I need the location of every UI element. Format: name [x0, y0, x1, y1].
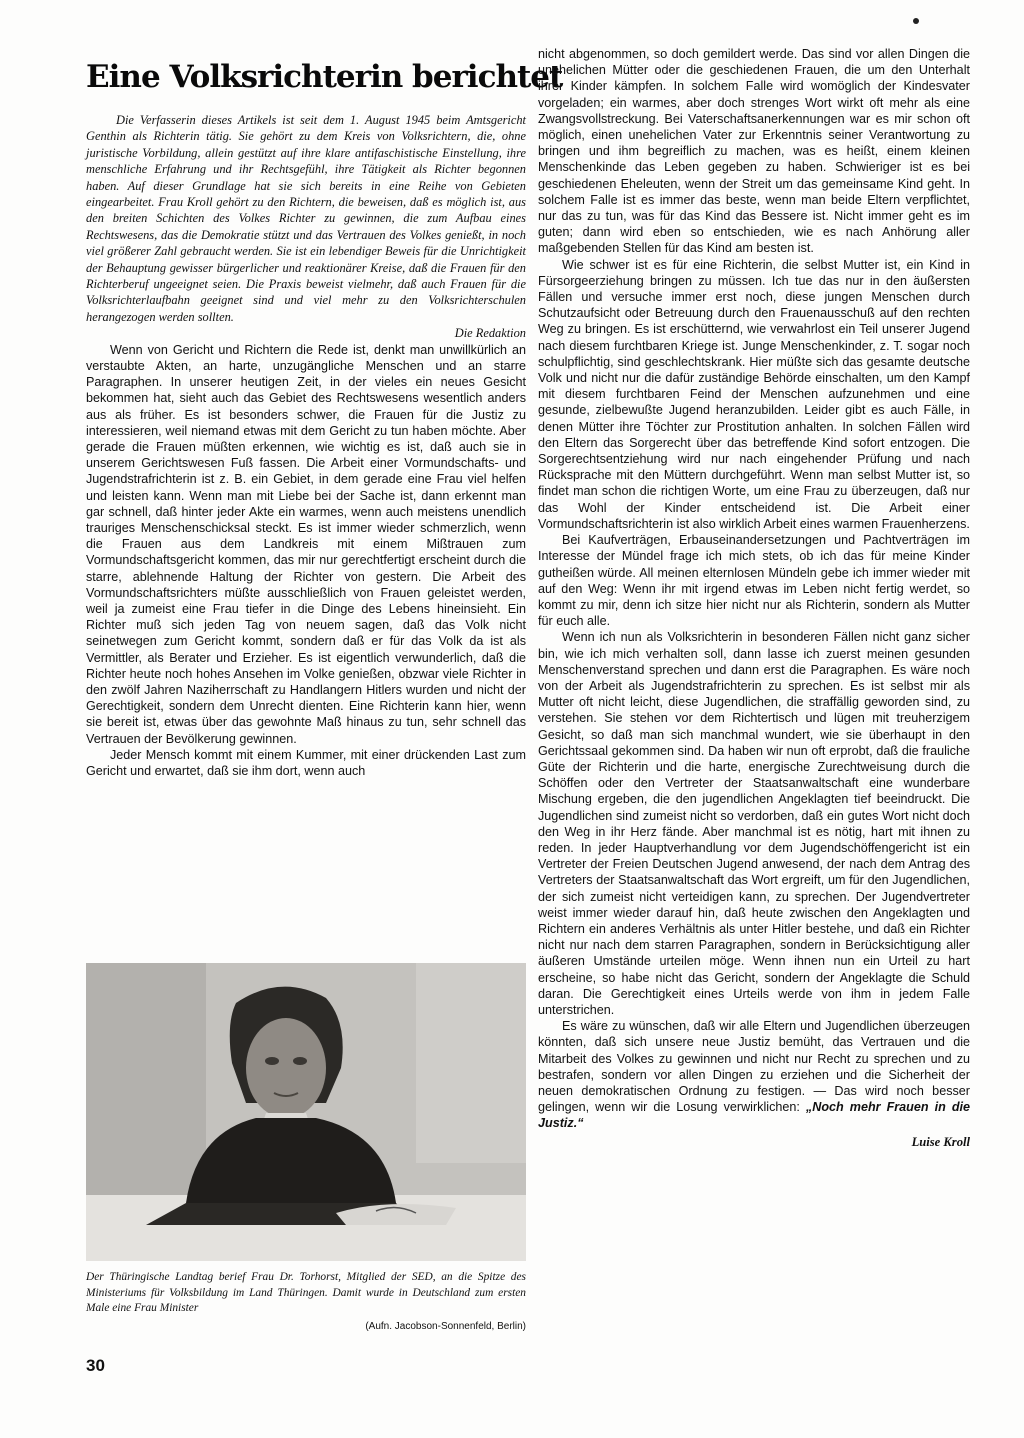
article-title: Eine Volksrichterin berichtet [86, 59, 563, 95]
body-paragraph: Wie schwer ist es für eine Richterin, die selbst Mutter ist, ein Kind in Fürsorgeerziehung bringen zu müssen. Ich tue das nur in den äußersten Fällen und versuche immer erst noch, diese jungen Menschen durch Schutzaufsicht oder Betreuung durch den Frauenausschuß auf den rechten Weg zu bringen. Es ist erschütternd, wie verwahrlost ein Teil unserer Jugend nach diesem furchtbaren Kriege ist. Junge Menschenkinder, z. T. sogar noch schulpflichtig, sind geschlechtskrank. Hier müßte sich das gesamte deutsche Volk und nicht nur die dafür zuständige Behörde einschalten, um den Kampf mit diesem furchtbaren Feind der Menschen aufzunehmen und eine gesunde, zielbewußte Jugend heranzubilden. Leider gibt es auch Fälle, in denen Mütter ihre Töchter zur Prostitution anhalten. In solchen Fällen wird den Eltern das Sorgerecht über das betreffende Kind sofort entzogen. Die Sorgerechtsentziehung wird nur nach eingehender Prüfung und nach Rücksprache mit den Müttern durchgeführt. Wenn man selbst Mutter ist, so findet man schon die richtigen Worte, um eine Frau zu überzeugen, daß nur das Wohl der Kinder entscheidend ist. Die Arbeit einer Vormundschaftsrichterin ist also wirklich Arbeit eines warmen Frauenherzens. [538, 257, 970, 531]
author-signature: Luise Kroll [911, 1134, 970, 1149]
photo-caption: Der Thüringische Landtag berief Frau Dr. Torhorst, Mitglied der SED, an die Spitze des Ministeriums für Volksbildung im Land Thüringen. Damit wurde in Deutschland zum ersten Male eine Frau Minister [86, 1271, 526, 1315]
portrait-illustration [86, 963, 526, 1261]
portrait-photo [86, 963, 526, 1261]
editorial-intro: Die Verfasserin dieses Artikels ist seit dem 1. August 1945 beim Amtsgericht Genthin als Richterin tätig. Sie gehört zu dem Kreis von Volksrichtern, die, ohne juristische Vorbildung, allein gestützt auf ihre klare antifaschistische Einstellung, ihre menschliche Erfahrung und ihr Rechtsgefühl, ihre Tätigkeit als Richter begonnen haben. Auf dieser Grundlage hat sie sich bereits in eine Reihe von Gebieten eingearbeitet. Frau Kroll gehört zu den Richtern, die beweisen, daß es möglich ist, aus den breiten Schichten des Volkes Richter zu gewinnen, die zum Aufbau eines Rechtswesens, das die Demokratie stützt und das Vertrauen des Volkes genießt, in noch viel größerer Zahl gebraucht werden. Sie ist ein lebendiger Beweis für die Unrichtigkeit der Behauptung gewisser bürgerlicher und reaktionärer Kreise, daß die Frauen für den Richterberuf ungeeignet seien. Die Praxis beweist vielmehr, daß auch Frauen für die Volksrichterlaufbahn geeignet sind und viel mehr zu den Volksrichterschulen herangezogen werden sollten. [86, 113, 526, 324]
closing-paragraph [538, 1018, 970, 1131]
body-paragraph: Bei Kaufverträgen, Erbauseinandersetzungen und Pachtverträgen im Interesse der Mündel frage ich mich stets, ob ich das für meine Kinder gutheißen würde. All meinen elternlosen Mündeln gebe ich immer wieder mit auf den Weg: Wenn ihr mit irgend etwas im Leben nicht fertig werdet, so kommt zu mir, denn ich sitze hier nicht nur als Richterin, sondern als Mutter für euch alle. [538, 533, 970, 629]
body-paragraph: nicht abgenommen, so doch gemildert werde. Das sind vor allen Dingen die unehelichen Mütter oder die geschiedenen Frauen, die um den Unterhalt ihrer Kinder kämpfen. In solchem Falle wird womöglich der Kindesvater vorgeladen; ein warmes, aber doch strenges Wort wirkt oft mehr als eine Zwangsvollstreckung. Bei Vaterschaftsanerkennungen war es mir schon oft möglich, einen unehelichen Vater zur Erkenntnis seiner Verantwortung zu bringen und ihm begreiflich zu machen, was es heißt, einem kleinen Menschenkinde das Leben gegeben zu haben. Schwieriger ist es bei geschiedenen Eheleuten, wenn der Streit um das gemeinsame Kind geht. In solchem Falle ist es immer das beste, wenn man beide Eltern verpflichtet, nur das zu tun, was für das Kind das Bessere ist. Nicht immer geht es im guten; dann wird eben so entschieden, wie es nach Anhörung aller maßgebenden Stellen für das Kind am besten ist. [538, 47, 970, 256]
body-paragraph: Wenn von Gericht und Richtern die Rede ist, denkt man unwillkürlich an verstaubte Akten, an harte, unzugängliche Menschen und an starre Paragraphen. In unserer heutigen Zeit, in der vieles ein neues Gesicht bekommen hat, sieht auch das Gebiet des Rechtswesens wesentlich anders aus als früher. Es ist besonders schwer, die Frauen für die Justiz zu interessieren, weil niemand etwas mit dem Gericht zu tun haben möchte. Aber gerade die Frauen müßten erkennen, wie wichtig es ist, daß auch sie in unserem Gerichtswesen Fuß fassen. Die Arbeit einer Vormundschafts- und Jugendstrafrichterin ist z. B. ein Gebiet, in dem gerade eine Frau viel helfen und leisten kann. Wenn man mit Liebe bei der Sache ist, dann erkennt man gar schnell, daß hinter jeder Akte ein warmes, wenn auch meistens unendlich trauriges Menschenschicksal steckt. Es ist immer wieder schmerzlich, wenn die Frauen aus dem Landkreis mit einem Mißtrauen zum Vormundschaftsgericht kommen, das mir nur gerechtfertigt erscheint durch die starre, ablehnende Haltung der Richter von gestern. Die Arbeit des Vormundschaftsrichters müßte ausschließlich von Frauen geleistet werden, weil ja zumeist eine Frau tiefer in die Dinge des Lebens hineinsieht. Ein Richter muß sich jeden Tag von neuem sagen, daß das Volk nicht seinetwegen zum Gericht kommt, sondern daß er für das Volk da ist als Vermittler, als Berater und Erzieher. Es ist eigentlich verwunderlich, daß die Richter heute noch hohes Ansehen im Volke genießen, obzwar viele Richter in den zwölf Jahren Naziherrschaft zu Handlangern Hitlers wurden und nicht der Gerechtigkeit, sondern dem Unrecht dienten. Eine Richterin kann hier, wenn sie bereit ist, etwas über das gewohnte Maß hinaus zu tun, sehr schnell das Vertrauen der Bevölkerung gewinnen. [86, 342, 526, 746]
closing-text: Es wäre zu wünschen, daß wir alle Eltern und Jugendlichen überzeugen könnten, daß sich unsere neue Justiz bemüht, das Vertrauen und die Mitarbeit des Volkes zu gewinnen und nicht nur Recht zu sprechen und zu bestrafen, sondern vor allen Dingen zu erziehen und die Sicherheit der neuen demokratischen Ordnung zu festigen. — Das wird noch besser gelingen, wenn wir die Losung verwirklichen: [538, 1019, 970, 1115]
closing-slogan: „Noch mehr Frauen in die Justiz.“ [538, 1100, 971, 1131]
editorial-signature: Die Redaktion [454, 326, 526, 341]
left-column [86, 52, 563, 779]
page-number: 30 [86, 1356, 105, 1375]
body-paragraph: Jeder Mensch kommt mit einem Kummer, mit einer drückenden Last zum Gericht und erwartet, daß sie ihm dort, wenn auch [86, 747, 526, 778]
right-column [538, 46, 970, 1150]
print-mark [913, 18, 919, 24]
body-paragraph: Wenn ich nun als Volksrichterin in besonderen Fällen nicht ganz sicher bin, wie ich mich verhalten soll, dann lasse ich zuerst meinen gesunden Menschenverstand sprechen und dann erst die Paragraphen. Es wäre noch von der Arbeit als Jugendstrafrichterin zu sprechen. Es ist selbst mir als Mutter oft nicht leicht, diese Jugendlichen, die straffällig geworden sind, zu verstehen. Sie stehen vor dem Richtertisch und lügen mit treuherzigem Gesicht, so daß man sich manchmal wundert, wie sie überhaupt in den Gerichtssaal gekommen sind. Da haben wir nun oft erprobt, daß die frauliche Güte der Richterin und die harte, energische Zurechtweisung durch die Schöffen oder den Vertreter der Staatsanwaltschaft eine wunderbare Mischung ergeben, die den jugendlichen Angeklagten tief beeindruckt. Die Jugendlichen sind zumeist nicht so verdorben, daß ein gutes Wort nicht doch den Weg in ihr Herz fände. Aber manchmal ist es nötig, hart mit ihnen zu reden. In jeder Hauptverhandlung vor dem Jugendschöffengericht ist ein Vertreter der Freien Deutschen Jugend anwesend, der nach dem Antrag des Vertreters der Staatsanwaltschaft das Wort ergreift, um für den Jugendlichen, der sich zumeist nicht verteidigen kann, zu sprechen. Der Jugendvertreter weist immer wieder darauf hin, daß heute zwischen den Angeklagten und Richtern ein anderes Verhältnis als unter Hitler bestehe, und daß ein Richter nicht nur nach dem starren Paragraphen, sondern in Berücksichtigung aller äußeren Umstände urteilen möge. Wenn ihnen nun ein Urteil zu hart erscheine, so habe nicht das Gericht, sondern der Angeklagte die Schuld daran. Die Gerechtigkeit eines Urteils werde von ihm in jedem Falle unterstrichen. [538, 630, 970, 1017]
photo-credit: (Aufn. Jacobson-Sonnenfeld, Berlin) [365, 1321, 526, 1332]
